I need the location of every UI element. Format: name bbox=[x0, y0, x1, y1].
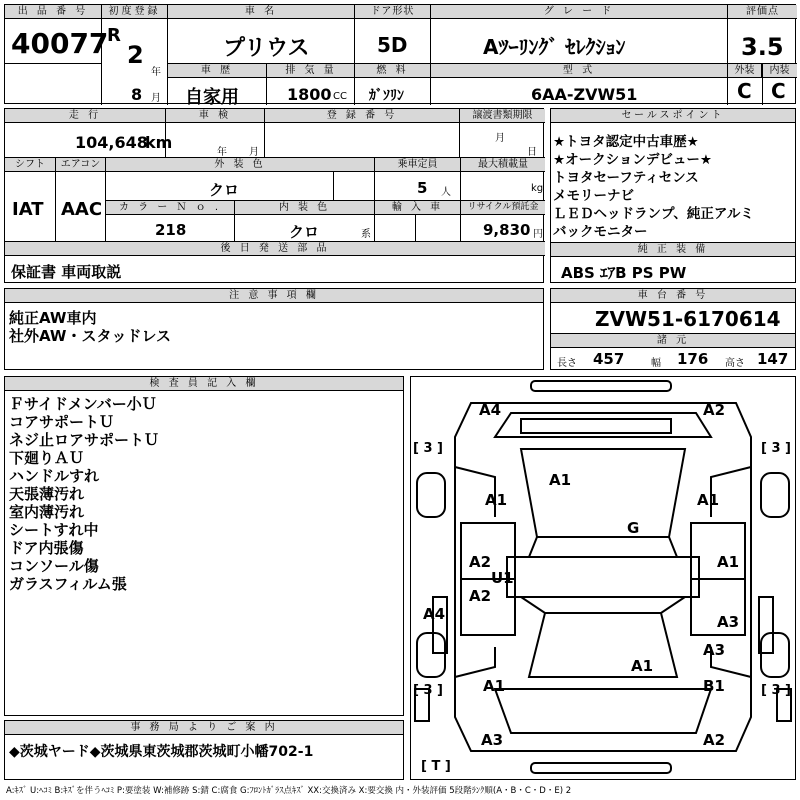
lot-label: 出 品 番 号 bbox=[5, 5, 101, 19]
rating: 3.5 bbox=[741, 33, 784, 61]
damage-mark: A4 bbox=[479, 401, 502, 419]
model-label: 型 式 bbox=[431, 64, 727, 78]
name-label: 車 名 bbox=[168, 5, 354, 19]
damage-mark: G bbox=[627, 519, 640, 537]
mileage: 104,648 bbox=[75, 133, 148, 152]
notes-label: 注 意 事 項 欄 bbox=[5, 289, 543, 303]
era: R bbox=[107, 25, 121, 46]
damage-mark: A1 bbox=[483, 677, 506, 695]
damage-mark: A1 bbox=[717, 553, 740, 571]
fuel: ｶﾞｿﾘﾝ bbox=[369, 88, 404, 104]
ext-label: 外装 bbox=[728, 64, 762, 78]
rating-label: 評価点 bbox=[728, 5, 797, 19]
car-name: プリウス bbox=[223, 36, 310, 61]
damage-mark: U1 bbox=[491, 569, 514, 587]
recycle-unit: 円 bbox=[533, 229, 543, 240]
interior-color: クロ bbox=[289, 223, 320, 241]
reg-year: 2 bbox=[127, 41, 144, 69]
chassis-label: 車 台 番 号 bbox=[551, 289, 795, 303]
sales-item: ★オークションデビュー★ bbox=[553, 152, 712, 168]
intcolor-unit: 系 bbox=[361, 229, 371, 240]
intcolor-label: 内 装 色 bbox=[235, 201, 374, 215]
ac-label: エアコン bbox=[56, 158, 105, 172]
ext-rating: C bbox=[737, 79, 752, 103]
damage-mark: A1 bbox=[697, 491, 720, 509]
load-label: 最大積載量 bbox=[461, 158, 545, 172]
bracket-label: [ 3 ] bbox=[413, 441, 443, 456]
bracket-label: [ 3 ] bbox=[413, 683, 443, 698]
inspector-item: 天張薄汚れ bbox=[9, 485, 85, 503]
later-label: 後 日 発 送 部 品 bbox=[5, 242, 545, 256]
length-label: 長さ bbox=[557, 358, 577, 369]
color-label: 外 装 色 bbox=[106, 158, 374, 172]
damage-mark: A1 bbox=[631, 657, 654, 675]
colorno-label: カ ラ ー Ｎ ｏ . bbox=[106, 201, 234, 215]
shift: IAT bbox=[12, 199, 44, 220]
car-history: 自家用 bbox=[185, 87, 239, 108]
shift-label: シフト bbox=[5, 158, 55, 172]
note-item: 社外AW・スタッドレス bbox=[9, 327, 172, 345]
height-value: 147 bbox=[757, 350, 789, 368]
capacity: 5 bbox=[417, 179, 428, 197]
color-number: 218 bbox=[155, 221, 187, 239]
int-label: 内装 bbox=[762, 64, 797, 78]
inspector-item: ドア内張傷 bbox=[9, 539, 84, 557]
damage-mark: A1 bbox=[485, 491, 508, 509]
damage-mark: A4 bbox=[423, 605, 446, 623]
sales-points-section bbox=[550, 108, 796, 283]
capacity-label: 乗車定員 bbox=[375, 158, 460, 172]
damage-mark: A1 bbox=[549, 471, 572, 489]
load-unit: kg bbox=[531, 183, 544, 194]
lot-number: 40077 bbox=[11, 27, 109, 60]
history-label: 車 歴 bbox=[168, 64, 266, 78]
model-code: 6AA-ZVW51 bbox=[531, 85, 638, 104]
inspector-item: 下廻りＡＵ bbox=[9, 449, 85, 467]
standard-equipment: ABS ｴｱB PS PW bbox=[561, 264, 687, 282]
bracket-label: [ 3 ] bbox=[761, 441, 791, 456]
sales-item: ＬＥＤヘッドランプ、純正アルミ bbox=[553, 206, 754, 222]
sales-item: メモリーナビ bbox=[553, 188, 634, 204]
inspector-item: ハンドルすれ bbox=[9, 467, 100, 485]
grade: Aﾂｰﾘﾝｸﾞ ｾﾚｸｼｮﾝ bbox=[483, 35, 626, 59]
damage-mark: B1 bbox=[703, 677, 725, 695]
equip-label: 純 正 装 備 bbox=[551, 243, 795, 257]
shaken-month-unit: 月 bbox=[249, 147, 259, 158]
first-reg-label: 初度登録 bbox=[102, 5, 167, 19]
header-section bbox=[4, 4, 796, 108]
door-type: 5D bbox=[377, 33, 408, 57]
car-diagram bbox=[410, 376, 796, 780]
disp-unit: CC bbox=[333, 91, 347, 102]
car-outline-svg bbox=[411, 377, 795, 779]
transfer-label: 譲渡書類期限 bbox=[460, 109, 545, 123]
office-section bbox=[4, 720, 404, 780]
sales-item: バックモニター bbox=[553, 224, 648, 240]
width-label: 幅 bbox=[651, 358, 661, 369]
year-unit: 年 bbox=[151, 67, 161, 78]
disp-label: 排 気 量 bbox=[267, 64, 355, 78]
bracket-label: [ T ] bbox=[421, 759, 451, 774]
damage-mark: A2 bbox=[703, 731, 726, 749]
damage-mark: A2 bbox=[469, 553, 492, 571]
later-parts: 保証書 車両取説 bbox=[11, 263, 122, 281]
recycle-fee: 9,830 bbox=[483, 221, 531, 239]
office-address: ◆茨城ヤード◆茨城県東茨城郡茨城町小幡702-1 bbox=[9, 744, 314, 760]
mileage-label: 走 行 bbox=[5, 109, 165, 123]
note-item: 純正AW車内 bbox=[9, 309, 97, 327]
shaken-label: 車 検 bbox=[166, 109, 264, 123]
reg-month: 8 bbox=[131, 85, 143, 104]
transfer-month-unit: 月 bbox=[495, 133, 505, 144]
displacement: 1800 bbox=[287, 85, 332, 104]
capacity-unit: 人 bbox=[441, 187, 451, 198]
sales-label: セールスポイント bbox=[551, 109, 795, 123]
height-label: 高さ bbox=[725, 358, 745, 369]
inspector-item: コアサポートＵ bbox=[9, 413, 115, 431]
sales-item: ★トヨタ認定中古車歴★ bbox=[553, 134, 699, 150]
inspector-item: Ｆサイドメンバー小Ｕ bbox=[9, 395, 157, 413]
length-value: 457 bbox=[593, 350, 625, 368]
spec-label: 諸 元 bbox=[551, 334, 795, 348]
damage-mark: A2 bbox=[703, 401, 726, 419]
inspector-item: コンソール傷 bbox=[9, 557, 99, 575]
width-value: 176 bbox=[677, 350, 709, 368]
sales-item: トヨタセーフティセンス bbox=[553, 170, 699, 186]
notes-section bbox=[4, 288, 544, 370]
vehicle-info-section bbox=[4, 108, 544, 283]
damage-mark: A2 bbox=[469, 587, 492, 605]
fuel-label: 燃 料 bbox=[355, 64, 430, 78]
damage-mark: A3 bbox=[481, 731, 504, 749]
ac: AAC bbox=[61, 199, 103, 220]
int-rating: C bbox=[771, 79, 786, 103]
import-label: 輸 入 車 bbox=[375, 201, 460, 215]
legend: A:ｷｽﾞ U:ﾍｺﾐ B:ｷｽﾞを伴うﾍｺﾐ P:要塗装 W:補修跡 S:錆 C:腐食 G:ﾌﾛﾝﾄｶﾞﾗｽ点ｷｽﾞ XX:交換済み X:要交換 内・外装評価 5段階ﾗﾝｸ順(A・B・C・D・E) 2 bbox=[6, 786, 572, 796]
inspector-item: シートすれ中 bbox=[9, 521, 99, 539]
inspector-label: 検 査 員 記 入 欄 bbox=[5, 377, 403, 391]
damage-mark: A3 bbox=[717, 613, 740, 631]
transfer-day-unit: 日 bbox=[527, 147, 537, 158]
office-label: 事 務 局 よ り ご 案 内 bbox=[5, 721, 403, 735]
inspector-item: 室内薄汚れ bbox=[9, 503, 85, 521]
inspector-section bbox=[4, 376, 404, 716]
plate-label: 登 録 番 号 bbox=[265, 109, 459, 123]
chassis-number: ZVW51-6170614 bbox=[595, 307, 781, 331]
exterior-color: クロ bbox=[209, 181, 240, 199]
door-label: ドア形状 bbox=[355, 5, 430, 19]
mileage-unit: km bbox=[145, 133, 173, 152]
inspector-item: ネジ止ロアサポートＵ bbox=[9, 431, 160, 449]
shaken-year-unit: 年 bbox=[217, 147, 227, 158]
recycle-label: リサイクル預託金 bbox=[461, 201, 545, 215]
month-unit: 月 bbox=[151, 93, 161, 104]
damage-mark: A3 bbox=[703, 641, 726, 659]
chassis-section bbox=[550, 288, 796, 370]
bracket-label: [ 3 ] bbox=[761, 683, 791, 698]
inspector-item: ガラスフィルム張 bbox=[9, 575, 127, 593]
grade-label: グ レ ー ド bbox=[431, 5, 727, 19]
